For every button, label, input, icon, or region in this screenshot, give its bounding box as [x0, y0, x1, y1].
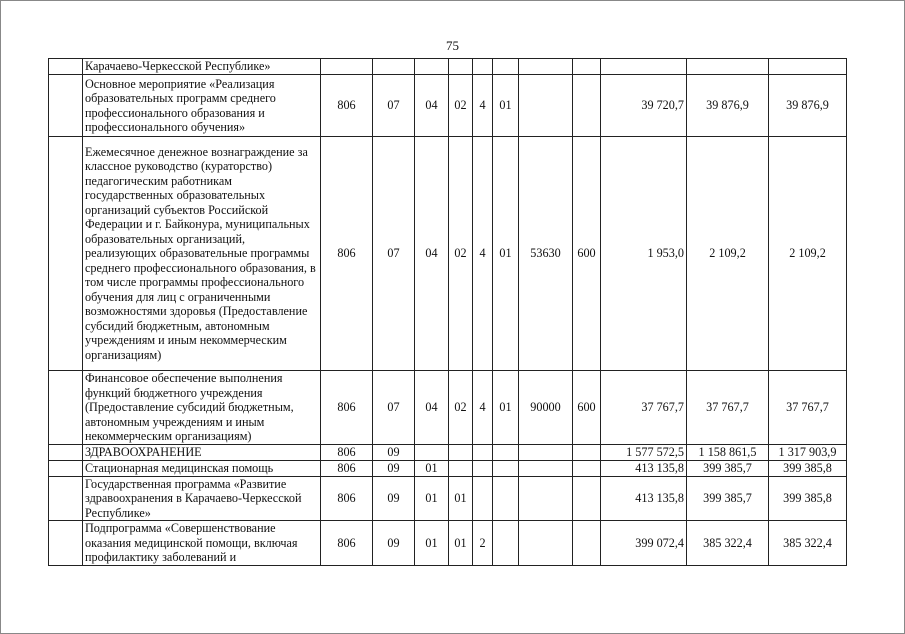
direction-code — [519, 521, 573, 566]
amount-year1: 1 953,0 — [601, 137, 687, 371]
amount-year3: 2 109,2 — [769, 137, 847, 371]
event-code — [493, 59, 519, 75]
amount-year2: 399 385,7 — [687, 476, 769, 521]
subsection-code — [415, 59, 449, 75]
subsection-code: 01 — [415, 521, 449, 566]
subsection-code: 04 — [415, 75, 449, 137]
ministry-code — [321, 59, 373, 75]
row-indent-cell — [49, 521, 83, 566]
row-indent-cell — [49, 371, 83, 445]
expense-type-code — [573, 59, 601, 75]
section-code: 07 — [373, 75, 415, 137]
direction-code: 90000 — [519, 371, 573, 445]
table-row — [49, 59, 847, 75]
ministry-code: 806 — [321, 137, 373, 371]
subsection-code: 04 — [415, 137, 449, 371]
page-number: 75 — [446, 38, 459, 53]
subsection-code: 01 — [415, 460, 449, 476]
table-row — [49, 75, 847, 137]
subsection-code: 04 — [415, 371, 449, 445]
amount-year3: 39 876,9 — [769, 75, 847, 137]
ministry-code: 806 — [321, 460, 373, 476]
direction-code — [519, 476, 573, 521]
subprogram-code: 2 — [473, 521, 493, 566]
ministry-code: 806 — [321, 75, 373, 137]
direction-code — [519, 59, 573, 75]
amount-year1: 1 577 572,5 — [601, 444, 687, 460]
amount-year2: 399 385,7 — [687, 460, 769, 476]
table-row — [49, 476, 847, 521]
amount-year1: 413 135,8 — [601, 476, 687, 521]
ministry-code: 806 — [321, 371, 373, 445]
subprogram-code — [473, 460, 493, 476]
row-name: Государственная программа «Развитие здравоохранения в Карачаево-Черкесской Республике» — [83, 476, 321, 521]
row-indent-cell — [49, 444, 83, 460]
expense-type-code — [573, 75, 601, 137]
amount-year2: 39 876,9 — [687, 75, 769, 137]
amount-year2: 2 109,2 — [687, 137, 769, 371]
row-indent-cell — [49, 59, 83, 75]
ministry-code: 806 — [321, 444, 373, 460]
amount-year1: 399 072,4 — [601, 521, 687, 566]
row-name: Ежемесячное денежное вознаграждение за классное руководство (кураторство) педагогическим работникам государственных образовательных организаций субъектов Российской Федерации и г. Байконура, муниципальных образовательных организаций, реализующих образовательные программы среднего профессионального образования, в том числе программы профессионального обучения для лиц с ограниченными возможностями здоровья (Предоставление субсидий бюджетным, автономным учреждениям и иным некоммерческим организациям) — [83, 137, 321, 371]
row-name: Основное мероприятие «Реализация образовательных программ среднего профессионального образования и профессионального обучения» — [83, 75, 321, 137]
subprogram-code: 4 — [473, 137, 493, 371]
subprogram-code — [473, 476, 493, 521]
amount-year2 — [687, 59, 769, 75]
row-name: ЗДРАВООХРАНЕНИЕ — [83, 444, 321, 460]
program-code: 02 — [449, 137, 473, 371]
section-code: 07 — [373, 371, 415, 445]
section-code: 09 — [373, 444, 415, 460]
amount-year1 — [601, 59, 687, 75]
subprogram-code: 4 — [473, 371, 493, 445]
row-name: Карачаево-Черкесской Республике» — [83, 59, 321, 75]
row-indent-cell — [49, 476, 83, 521]
program-code — [449, 59, 473, 75]
event-code — [493, 444, 519, 460]
program-code: 02 — [449, 371, 473, 445]
row-name: Подпрограмма «Совершенствование оказания медицинской помощи, включая профилактику заболеваний и — [83, 521, 321, 566]
amount-year3: 1 317 903,9 — [769, 444, 847, 460]
section-code — [373, 59, 415, 75]
amount-year2: 385 322,4 — [687, 521, 769, 566]
event-code: 01 — [493, 371, 519, 445]
event-code: 01 — [493, 137, 519, 371]
subsection-code: 01 — [415, 476, 449, 521]
program-code: 01 — [449, 521, 473, 566]
amount-year3: 399 385,8 — [769, 476, 847, 521]
event-code — [493, 476, 519, 521]
subprogram-code — [473, 59, 493, 75]
program-code — [449, 444, 473, 460]
program-code — [449, 460, 473, 476]
table-row — [49, 371, 847, 445]
expense-type-code: 600 — [573, 371, 601, 445]
event-code — [493, 460, 519, 476]
amount-year3 — [769, 59, 847, 75]
row-name: Финансовое обеспечение выполнения функций бюджетного учреждения (Предоставление субсидий бюджетным, автономным учреждениям и иным некоммерческим организациям) — [83, 371, 321, 445]
ministry-code: 806 — [321, 521, 373, 566]
amount-year1: 413 135,8 — [601, 460, 687, 476]
direction-code — [519, 75, 573, 137]
subprogram-code — [473, 444, 493, 460]
expense-type-code — [573, 521, 601, 566]
direction-code — [519, 444, 573, 460]
row-name: Стационарная медицинская помощь — [83, 460, 321, 476]
table-row — [49, 521, 847, 566]
expense-type-code — [573, 444, 601, 460]
table-row — [49, 460, 847, 476]
expense-type-code — [573, 460, 601, 476]
row-indent-cell — [49, 460, 83, 476]
amount-year1: 39 720,7 — [601, 75, 687, 137]
amount-year2: 1 158 861,5 — [687, 444, 769, 460]
program-code: 01 — [449, 476, 473, 521]
subprogram-code: 4 — [473, 75, 493, 137]
amount-year3: 37 767,7 — [769, 371, 847, 445]
direction-code: 53630 — [519, 137, 573, 371]
section-code: 09 — [373, 460, 415, 476]
amount-year2: 37 767,7 — [687, 371, 769, 445]
subsection-code — [415, 444, 449, 460]
program-code: 02 — [449, 75, 473, 137]
row-indent-cell — [49, 137, 83, 371]
budget-table — [48, 58, 847, 566]
section-code: 09 — [373, 521, 415, 566]
event-code: 01 — [493, 75, 519, 137]
amount-year1: 37 767,7 — [601, 371, 687, 445]
direction-code — [519, 460, 573, 476]
event-code — [493, 521, 519, 566]
expense-type-code: 600 — [573, 137, 601, 371]
table-row — [49, 444, 847, 460]
ministry-code: 806 — [321, 476, 373, 521]
section-code: 07 — [373, 137, 415, 371]
amount-year3: 399 385,8 — [769, 460, 847, 476]
amount-year3: 385 322,4 — [769, 521, 847, 566]
row-indent-cell — [49, 75, 83, 137]
section-code: 09 — [373, 476, 415, 521]
table-row — [49, 137, 847, 371]
expense-type-code — [573, 476, 601, 521]
